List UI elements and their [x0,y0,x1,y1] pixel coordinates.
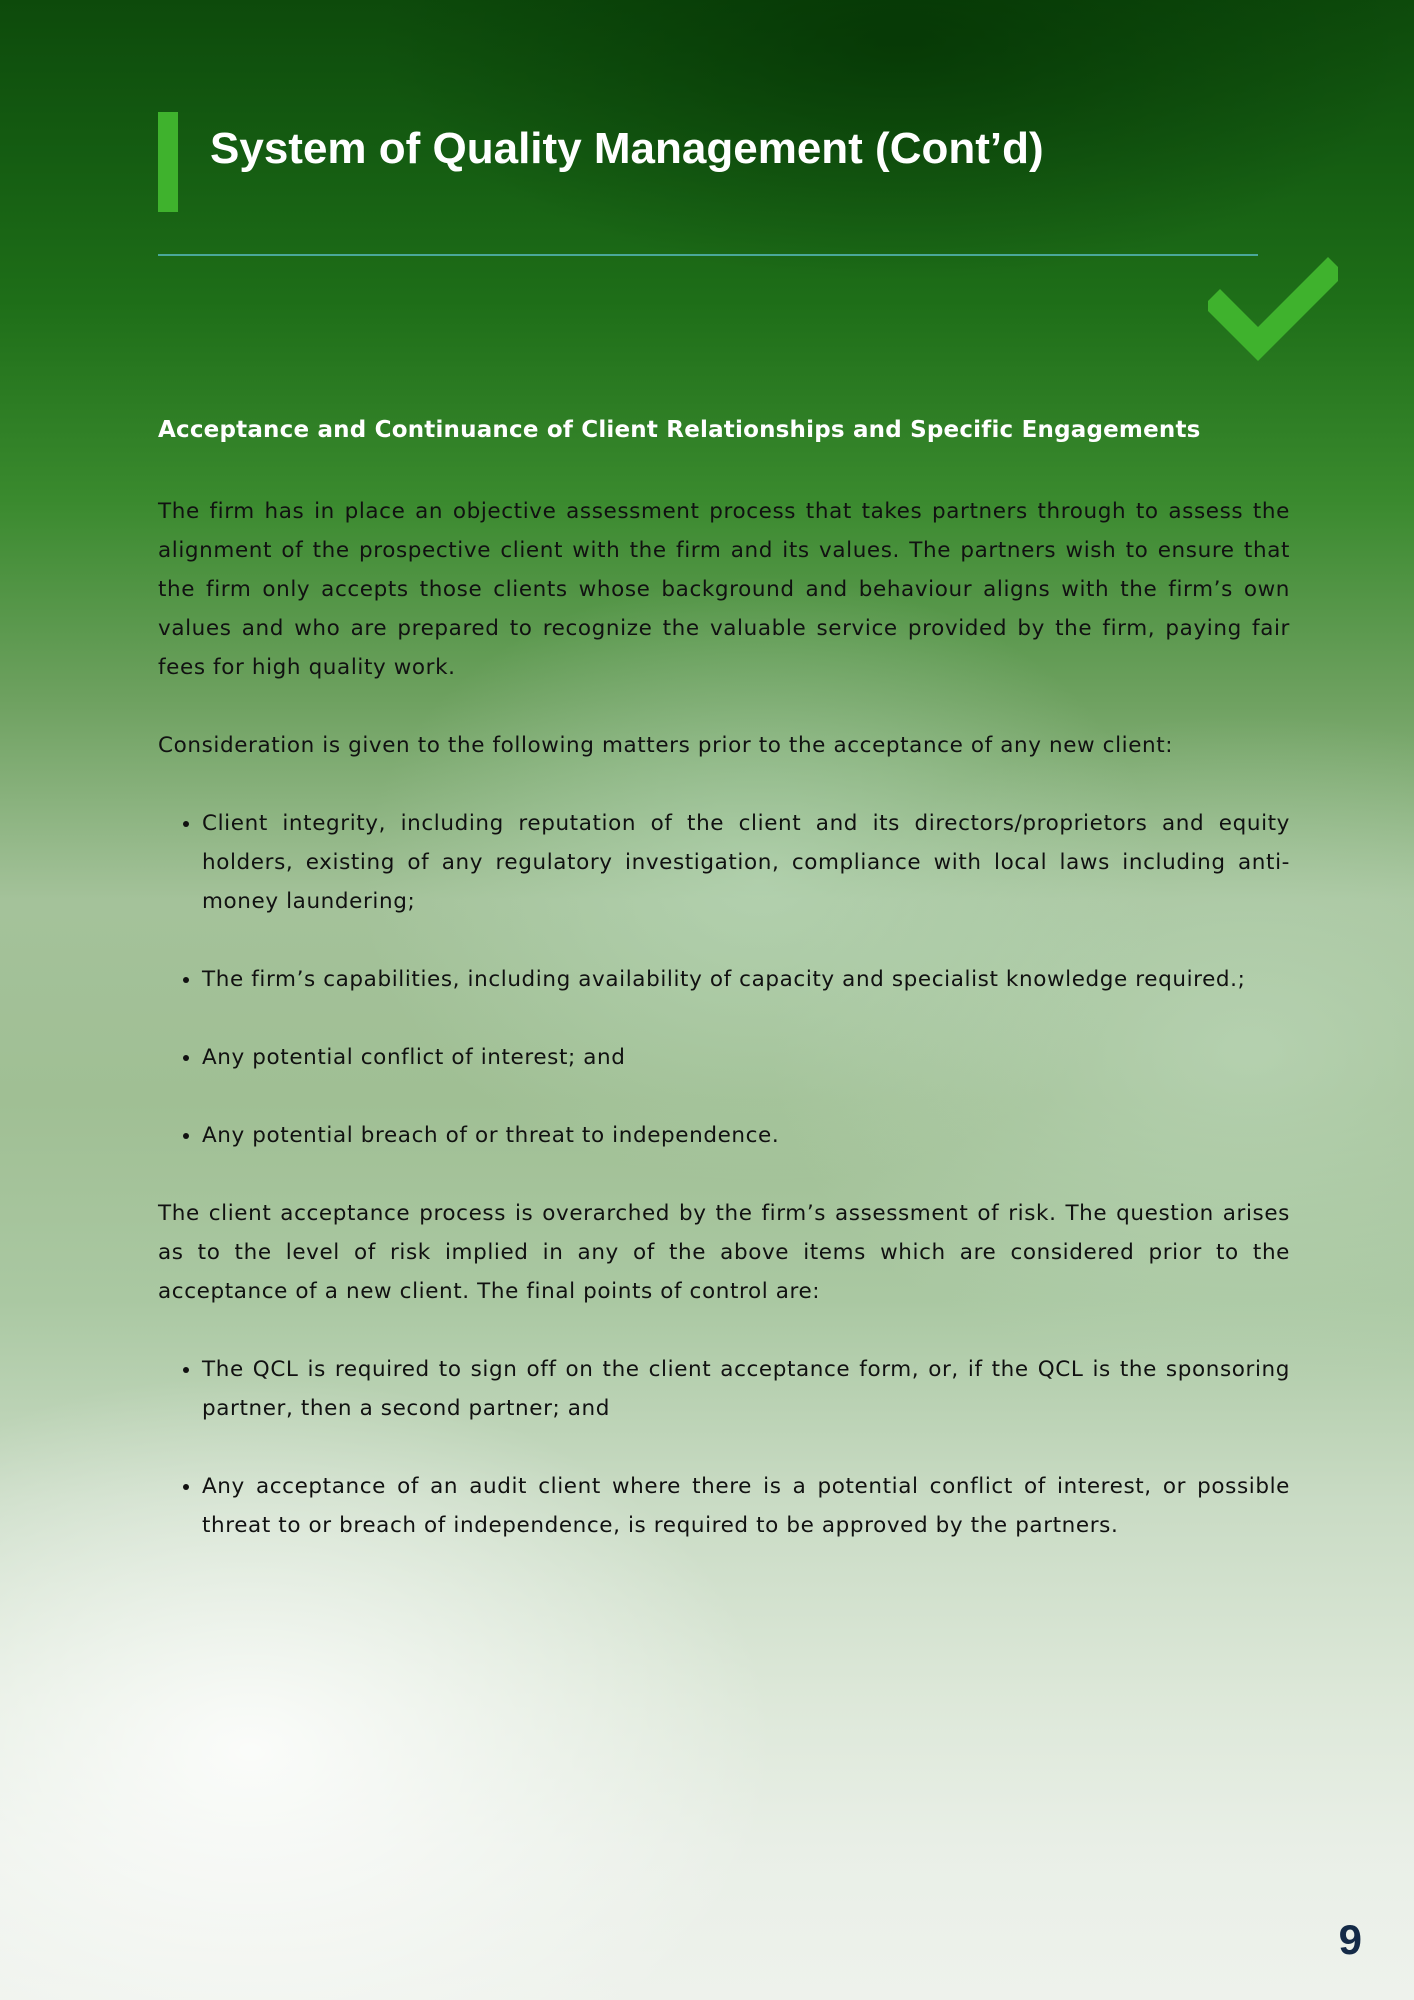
check-icon [1208,256,1338,366]
main-content [158,410,1290,1584]
list-item: • Any potential breach of or threat to independence. [202,1116,1290,1155]
title-accent-bar [158,112,178,212]
page-number: 9 [1338,1916,1362,1963]
acceptance-matters-list [158,804,1290,1155]
list-item: • The firm’s capabilities, including availability of capacity and specialist knowledge required.; [202,960,1290,999]
list-item: • Client integrity, including reputation of the client and its directors/proprietors and equity holders, existing of any regulatory investigation, compliance with local laws including anti-money laundering; [202,804,1290,921]
intro-paragraph: The firm has in place an objective assessment process that takes partners through to assess the alignment of the prospective client with the firm and its values. The partners wish to ensure that the firm only accepts those clients whose background and behaviour aligns with the firm’s own values and who are prepared to recognize the valuable service provided by the firm, paying fair fees for high quality work. [158,499,1290,680]
list-item: • Any potential conflict of interest; and [202,1038,1290,1077]
consideration-paragraph: Consideration is given to the following matters prior to the acceptance of any new client: [158,733,1174,758]
page-title: System of Quality Management (Cont’d) [210,124,1044,173]
title-divider [158,254,1258,256]
list-item: • The QCL is required to sign off on the client acceptance form, or, if the QCL is the sponsoring partner, then a second partner; and [202,1350,1290,1428]
section-heading: Acceptance and Continuance of Client Relationships and Specific Engagements [158,417,1201,443]
control-points-list [158,1350,1290,1545]
risk-paragraph: The client acceptance process is overarched by the firm’s assessment of risk. The question arises as to the level of risk implied in any of the above items which are considered prior to the acceptance of a new client. The final points of control are: [158,1201,1290,1304]
list-item: • Any acceptance of an audit client where there is a potential conflict of interest, or possible threat to or breach of independence, is required to be approved by the partners. [202,1467,1290,1545]
